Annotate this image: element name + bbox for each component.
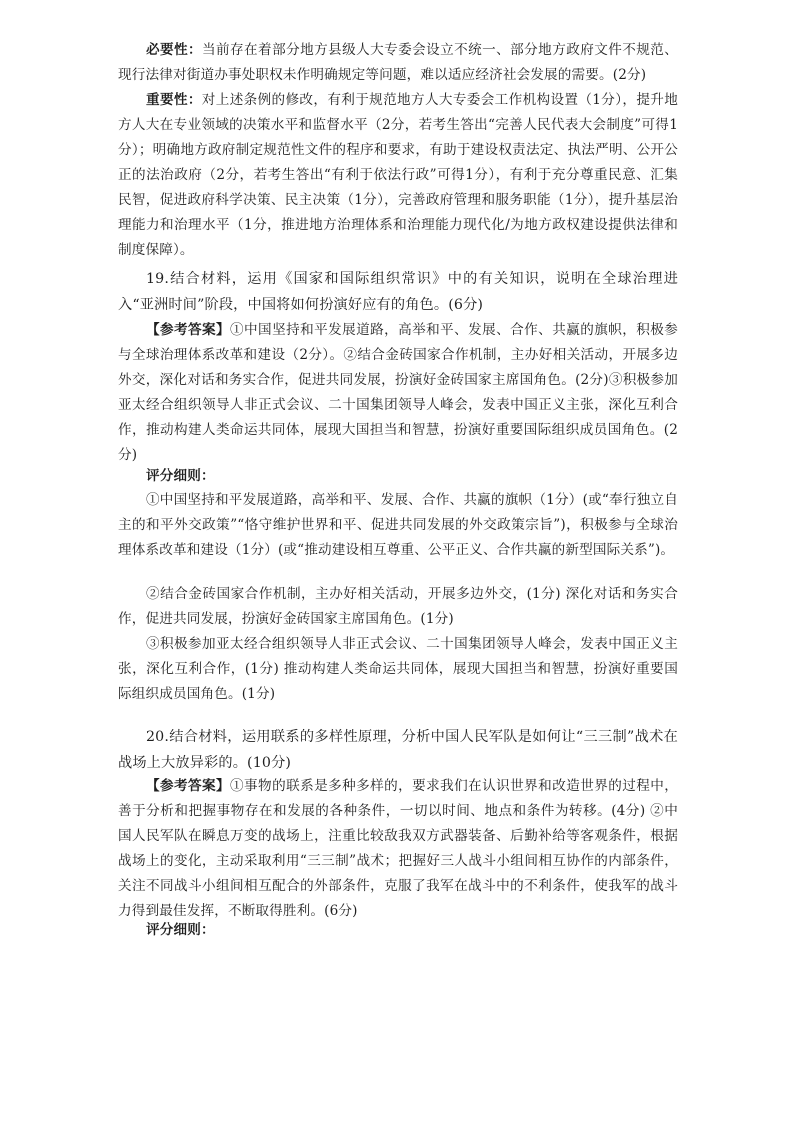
question-19-rubric-1: ①中国坚持和平发展道路，高举和平、发展、合作、共赢的旗帜（1分）(或“奉行独立自主的和平外交政策”“恪守维护世界和平、促进共同发展的外交政策宗旨”)，积极参与全球治理体系改革和建设（1分）(或“推动建设相互尊重、公平正义、合作共赢的新型国际关系”)。 xyxy=(118,492,678,558)
question-19-rubric-2: ②结合金砖国家合作机制，主办好相关活动，开展多边外交，(1分) 深化对话和务实合作，促进共同发展，扮演好金砖国家主席国角色。(1分) xyxy=(118,586,678,627)
importance-label: 重要性： xyxy=(146,92,202,108)
question-19-answer xyxy=(118,318,678,468)
question-20-answer xyxy=(118,774,678,924)
question-19-prompt: 19.结合材料，运用《国家和国际组织常识》中的有关知识，说明在全球治理进入“亚洲时间”阶段，中国将如何扮演好应有的角色。(6分) xyxy=(118,271,678,313)
question-19-answer-label: 【参考答案】 xyxy=(146,322,231,338)
question-20-answer-label: 【参考答案】 xyxy=(146,778,231,794)
necessity-paragraph xyxy=(118,38,678,88)
question-19-rubric-3: ③积极参加亚太经合组织领导人非正式会议、二十国集团领导人峰会，发表中国正义主张，深化互利合作，(1分) 推动构建人类命运共同体，展现大国担当和智慧，扮演好重要国际组织成员国角色。(1分) xyxy=(118,636,678,702)
importance-paragraph xyxy=(118,88,678,263)
question-19-rubric-label: 评分细则： xyxy=(146,468,215,484)
question-19-answer-text: ①中国坚持和平发展道路，高举和平、发展、合作、共赢的旗帜，积极参与全球治理体系改革和建设（2分）。②结合金砖国家合作机制，主办好相关活动，开展多边外交，深化对话和务实合作，促进共同发展，扮演好金砖国家主席国角色。(2分)③积极参加亚太经合组织领导人非正式会议、二十国集团领导人峰会，发表中国正义主张，深化互利合作，推动构建人类命运共同体，展现大国担当和智慧，扮演好重要国际组织成员国角色。(2分) xyxy=(118,322,678,463)
necessity-text: 当前存在着部分地方县级人大专委会设立不统一、部分地方政府文件不规范、现行法律对街道办事处职权未作明确规定等问题，难以适应经济社会发展的需要。(2分) xyxy=(118,42,678,83)
question-20-prompt: 20.结合材料，运用联系的多样性原理，分析中国人民军队是如何让“三三制”战术在战场上大放异彩的。(10分) xyxy=(118,729,678,771)
question-20-answer-text: ①事物的联系是多种多样的，要求我们在认识世界和改造世界的过程中，善于分析和把握事物存在和发展的各种条件，一切以时间、地点和条件为转移。(4分) ②中国人民军队在瞬息万变的战场上，注重比较敌我双方武器装备、后勤补给等客观条件，根据战场上的变化，主动采取利用“三三制”战术；把握好三人战斗小组间相互协作的内部条件，关注不同战斗小组间相互配合的外部条件，克服了我军在战斗中的不利条件，使我军的战斗力得到最佳发挥，不断取得胜利。(6分) xyxy=(118,778,678,919)
importance-text: 对上述条例的修改，有利于规范地方人大专委会工作机构设置（1分），提升地方人大在专业领域的决策水平和监督水平（2分，若考生答出“完善人民代表大会制度”可得1分）；明确地方政府制定规范性文件的程序和要求，有助于建设权责法定、执法严明、公开公正的法治政府（2分，若考生答出“有利于依法行政”可得1分），有利于充分尊重民意、汇集民智，促进政府科学决策、民主决策（1分），完善政府管理和服务职能（1分），提升基层治理能力和治理水平（1分，推进地方治理体系和治理能力现代化/为地方政权建设提供法律和制度保障）。 xyxy=(118,92,678,258)
necessity-label: 必要性： xyxy=(146,42,203,58)
question-20-rubric-label: 评分细则： xyxy=(146,922,215,938)
